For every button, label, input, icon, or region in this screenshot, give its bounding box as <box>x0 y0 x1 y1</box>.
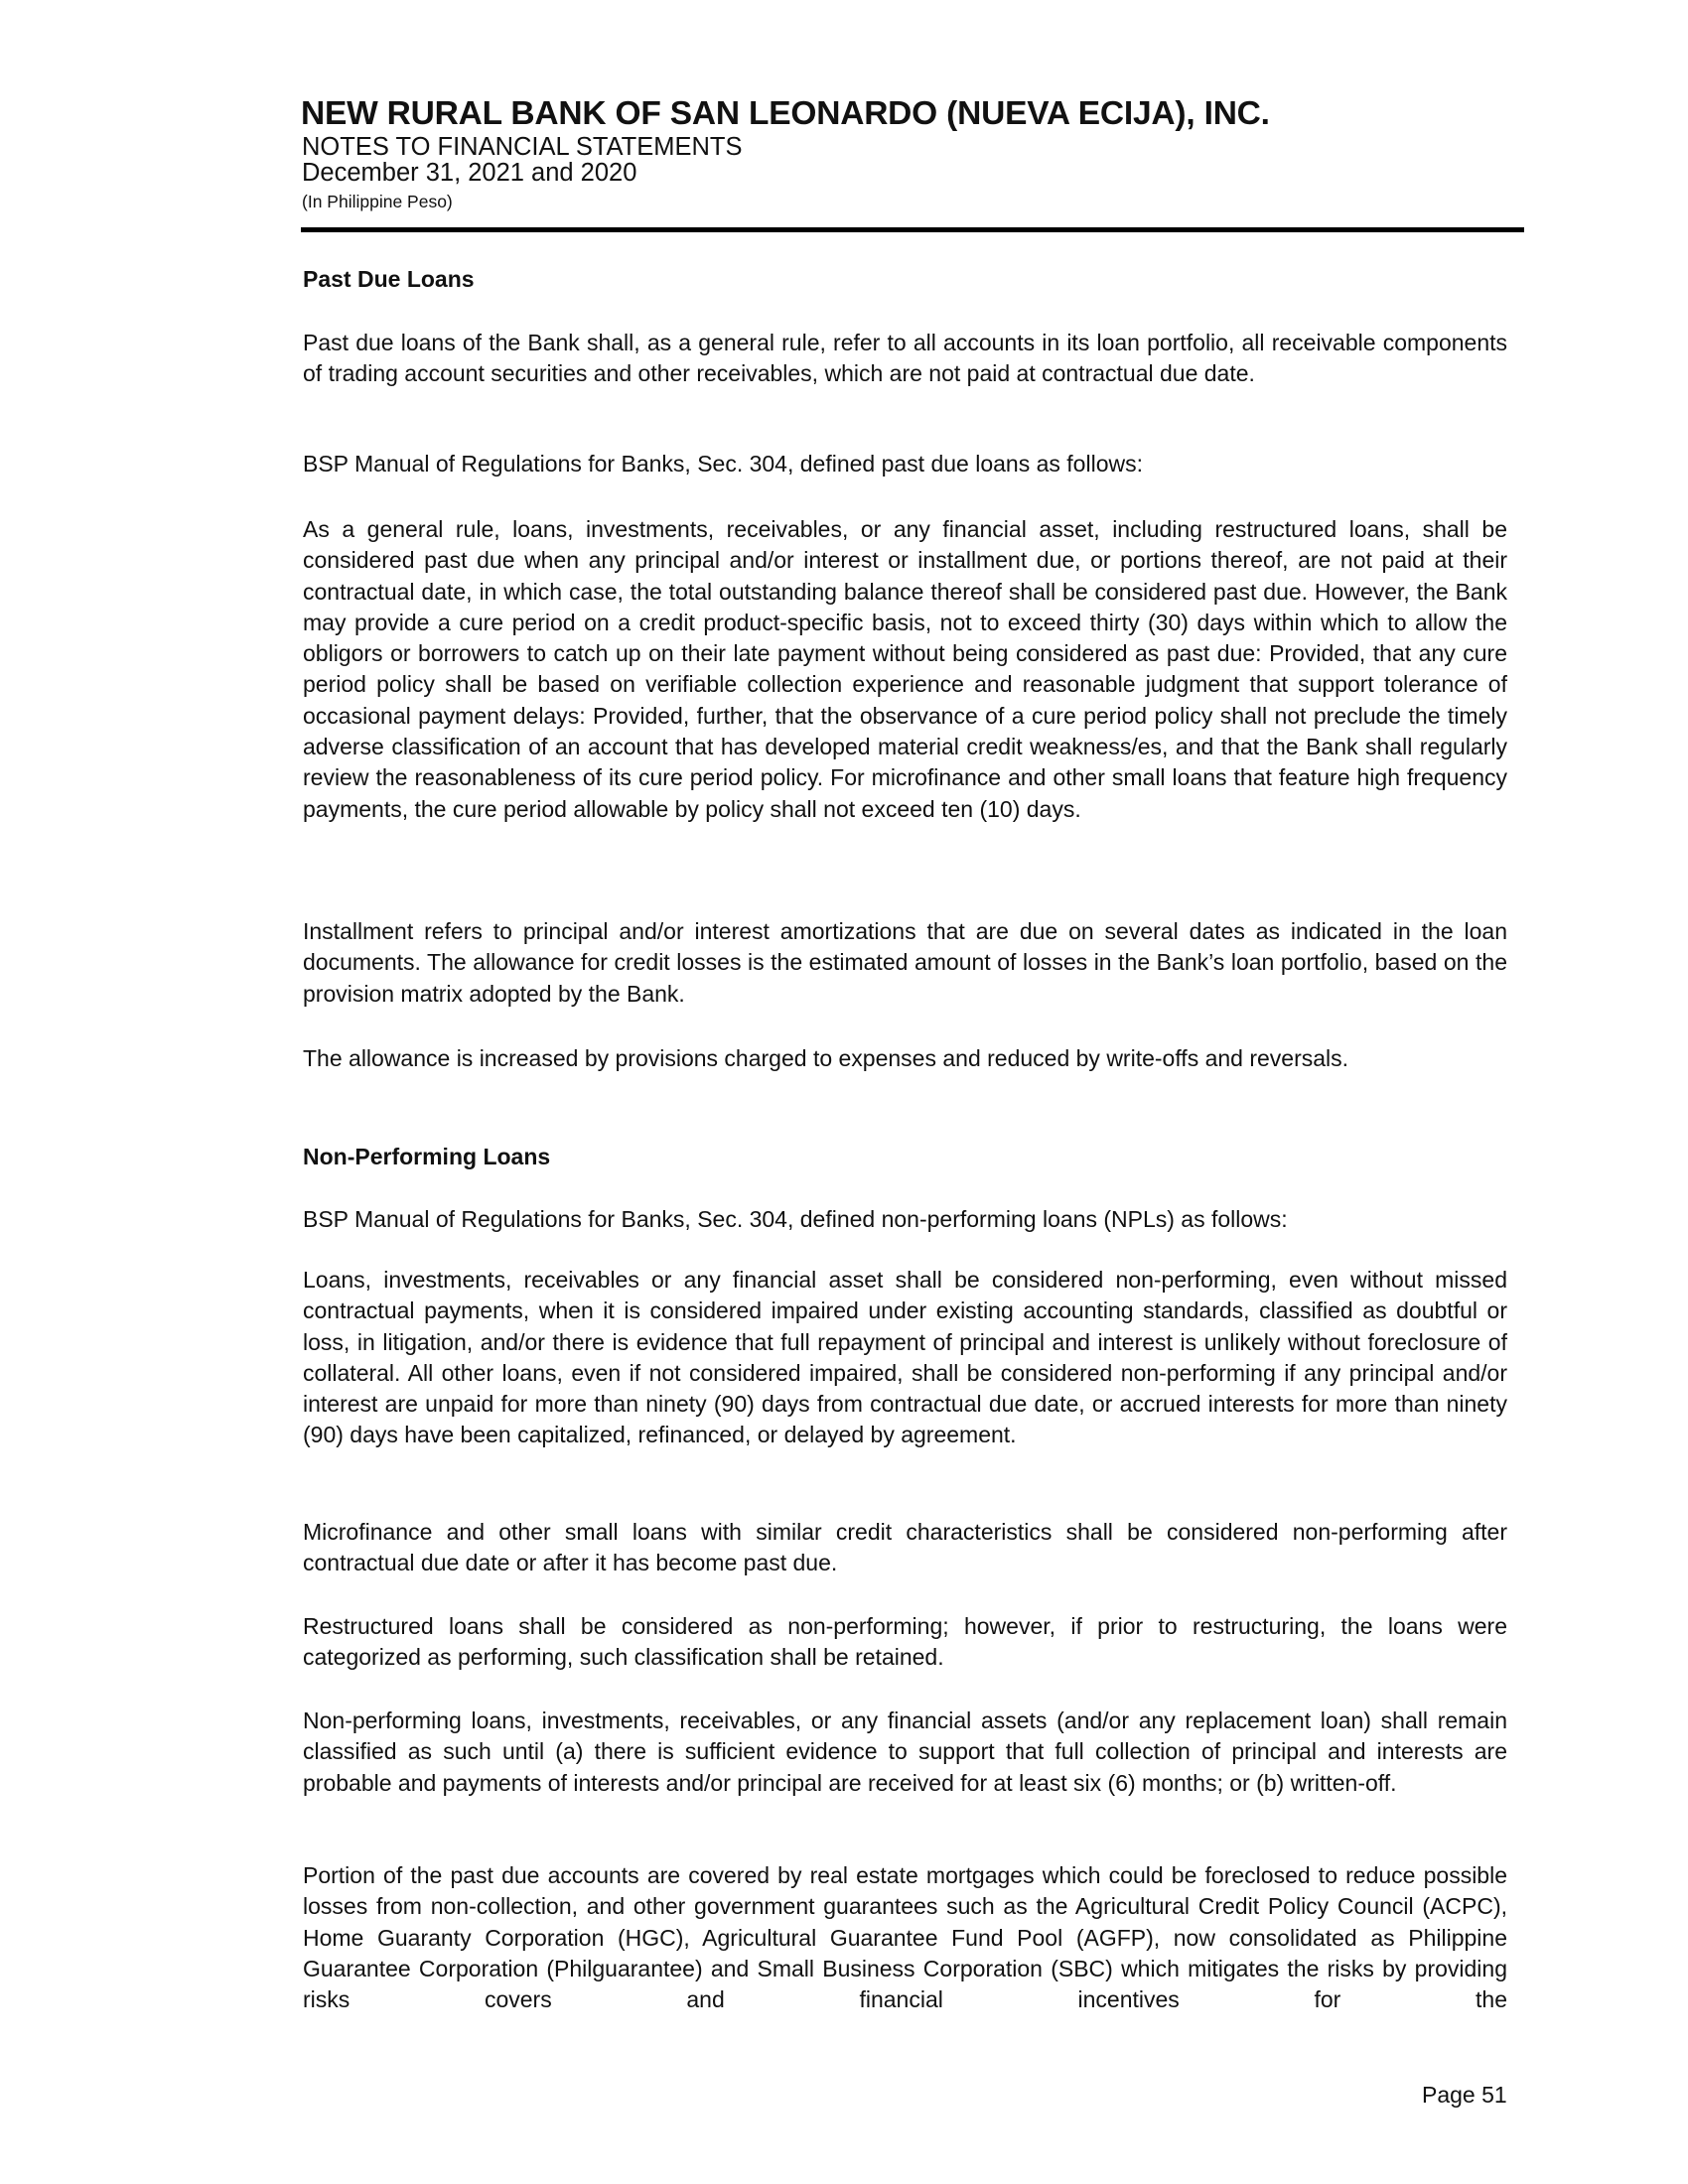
paragraph-past-due-general-rule: As a general rule, loans, investments, receivables, or any financial asset, including restructured loans, shall be considered past due when any principal and/or interest or installment due, or portions thereof, are not paid at their contractual date, in which case, the total outstanding balance thereof shall be considered past due. However, the Bank may provide a cure period on a credit product-specific basis, not to exceed thirty (30) days within which to allow the obligors or borrowers to catch up on their late payment without being considered as past due: Provided, that any cure period policy shall be based on verifiable collection experience and reasonable judgment that support tolerance of occasional payment delays: Provided, further, that the observance of a cure period policy shall not preclude the timely adverse classification of an account that has developed material credit weakness/es, and that the Bank shall regularly review the reasonableness of its cure period policy. For microfinance and other small loans that feature high frequency payments, the cure period allowable by policy shall not exceed ten (10) days. <box>303 516 1507 822</box>
paragraph-collateral-guarantees: Portion of the past due accounts are covered by real estate mortgages which could be foreclosed to reduce possible losses from non-collection, and other government guarantees such as the Agricultural Credit Policy Council (ACPC), Home Guaranty Corporation (HGC), Agricultural Guarantee Fund Pool (AGFP), now consolidated as Philippine Guarantee Corporation (Philguarantee) and Small Business Corporation (SBC) which mitigates the risks by providing risks covers and financial incentives for the <box>303 1862 1507 2013</box>
paragraph-allowance: The allowance is increased by provisions charged to expenses and reduced by write-offs and reversals. <box>303 1045 1349 1071</box>
section-heading-non-performing-loans: Non-Performing Loans <box>303 1144 551 1169</box>
paragraph-microfinance-npl: Microfinance and other small loans with similar credit characteristics shall be considered non-performing after contractual due date or after it has become past due. <box>303 1519 1507 1576</box>
paragraph-installment: Installment refers to principal and/or interest amortizations that are due on several dates as indicated in the loan documents. The allowance for credit losses is the estimated amount of losses in the Bank’s loan portfolio, based on the provision matrix adopted by the Bank. <box>303 918 1507 1007</box>
currency-note: (In Philippine Peso) <box>302 192 453 211</box>
reporting-period: December 31, 2021 and 2020 <box>302 159 637 187</box>
paragraph-bsp-reference-past-due: BSP Manual of Regulations for Banks, Sec. 304, defined past due loans as follows: <box>303 451 1143 477</box>
paragraph-restructured-loans: Restructured loans shall be considered as non-performing; however, if prior to restructuring, the loans were categorized as performing, such classification shall be retained. <box>303 1613 1507 1671</box>
page-number: Page 51 <box>1422 2082 1507 2108</box>
company-name: NEW RURAL BANK OF SAN LEONARDO (NUEVA ECIJA), INC. <box>301 95 1270 132</box>
header-rule <box>301 227 1524 232</box>
document-title: NOTES TO FINANCIAL STATEMENTS <box>302 133 743 161</box>
section-heading-past-due-loans: Past Due Loans <box>303 266 475 292</box>
paragraph-bsp-reference-npl: BSP Manual of Regulations for Banks, Sec. 304, defined non-performing loans (NPLs) as follows: <box>303 1206 1288 1232</box>
paragraph-npl-reclassification: Non-performing loans, investments, receivables, or any financial assets (and/or any replacement loan) shall remain classified as such until (a) there is sufficient evidence to support that full collection of principal and interests are probable and payments of interests and/or principal are received for at least six (6) months; or (b) written-off. <box>303 1707 1507 1796</box>
paragraph-npl-definition: Loans, investments, receivables or any financial asset shall be considered non-performing, even without missed contractual payments, when it is considered impaired under existing accounting standards, classified as doubtful or loss, in litigation, and/or there is evidence that full repayment of principal and interest is unlikely without foreclosure of collateral. All other loans, even if not considered impaired, shall be considered non-performing if any principal and/or interest are unpaid for more than ninety (90) days from contractual due date, or accrued interests for more than ninety (90) days have been capitalized, refinanced, or delayed by agreement. <box>303 1267 1507 1448</box>
paragraph-past-due-definition: Past due loans of the Bank shall, as a general rule, refer to all accounts in its loan portfolio, all receivable components of trading account securities and other receivables, which are not paid at contractual due date. <box>303 330 1507 387</box>
